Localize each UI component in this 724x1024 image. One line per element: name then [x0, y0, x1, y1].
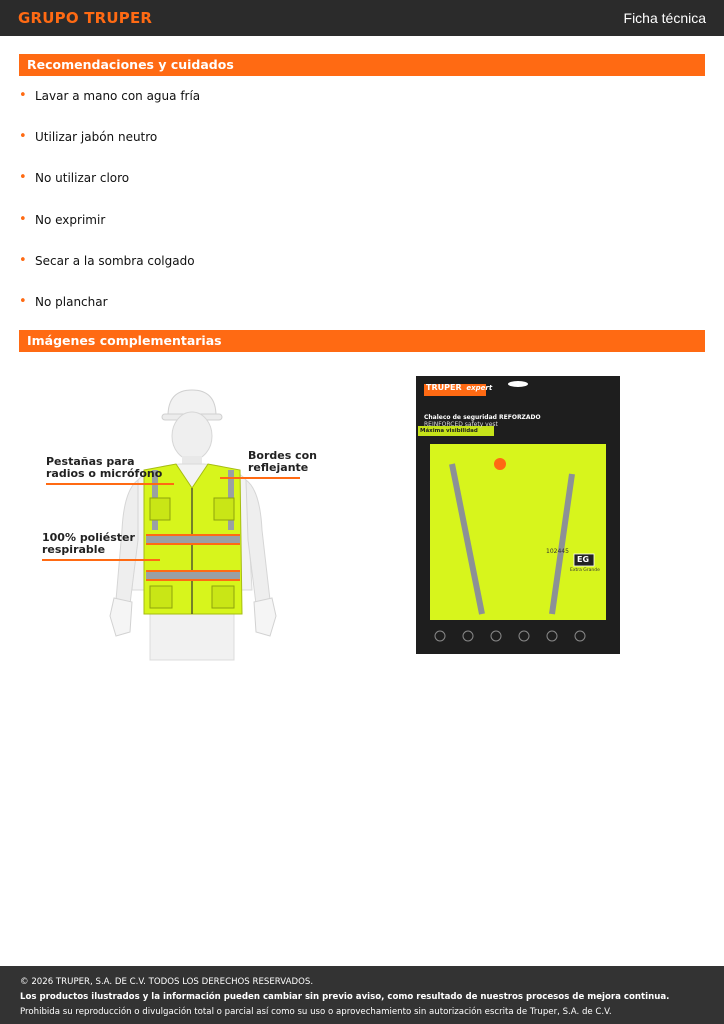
package-code: 102445 [546, 548, 569, 555]
list-item [19, 127, 200, 168]
package-size: EG [577, 555, 590, 564]
list-item-text: Utilizar jabón neutro [35, 130, 158, 145]
callout-reflective-edges: Bordes con reflejante [248, 449, 317, 474]
footer-copyright: © 2026 TRUPER, S.A. DE C.V. TODOS LOS DERECHOS RESERVADOS. [20, 977, 314, 987]
page-header [0, 0, 724, 36]
bullet-icon: • [19, 293, 27, 309]
footer-notice: Los productos ilustrados y la información pueden cambiar sin previo aviso, como resultado de nuestros procesos de mejora continua. [20, 992, 670, 1002]
list-item-text: Secar a la sombra colgado [35, 253, 195, 268]
package-size-label: Extra Grande [570, 568, 600, 573]
page-footer [0, 966, 724, 1024]
list-item-text: No exprimir [35, 212, 106, 227]
callout-line [220, 477, 300, 479]
list-item [19, 86, 200, 127]
bullet-icon: • [19, 129, 27, 145]
brand-logo: GRUPO TRUPER [18, 9, 153, 27]
package-brand [426, 383, 492, 392]
callout-polyester: 100% poliéster respirable [42, 531, 135, 556]
callout-radio-tabs: Pestañas para radios o micrófono [46, 455, 163, 480]
list-item [19, 210, 200, 251]
mannequin-illustration [30, 380, 320, 665]
vest-mannequin-image [30, 380, 320, 665]
footer-legal: Prohibida su reproducción o divulgación total o parcial así como su uso o aprovechamiento sin autorización escrita de Truper, S.A. de C.V. [20, 1007, 612, 1017]
bullet-icon: • [19, 170, 27, 186]
list-item-text: No planchar [35, 294, 108, 309]
bullet-icon: • [19, 252, 27, 268]
list-item [19, 168, 200, 209]
package-product-es: Chaleco de seguridad REFORZADO [424, 414, 541, 421]
package-visibility: Máxima visibilidad [420, 428, 478, 434]
vest-package-image [412, 374, 624, 658]
package-brand-sub: expert [466, 384, 493, 392]
list-item-text: Lavar a mano con agua fría [35, 89, 201, 103]
list-item [19, 292, 200, 333]
section-title-recommendations: Recomendaciones y cuidados [19, 54, 705, 76]
section-title-images: Imágenes complementarias [19, 330, 705, 352]
list-item [19, 251, 200, 292]
package-brand-text: TRUPER [426, 383, 462, 392]
callout-line [46, 483, 174, 485]
package-product-en: REINFORCED safety vest [424, 421, 498, 428]
document-type-label: Ficha técnica [623, 10, 706, 26]
bullet-icon: • [19, 88, 27, 103]
callout-line [42, 559, 160, 561]
recommendations-list [19, 86, 200, 333]
bullet-icon: • [19, 211, 27, 227]
list-item-text: No utilizar cloro [35, 171, 130, 186]
